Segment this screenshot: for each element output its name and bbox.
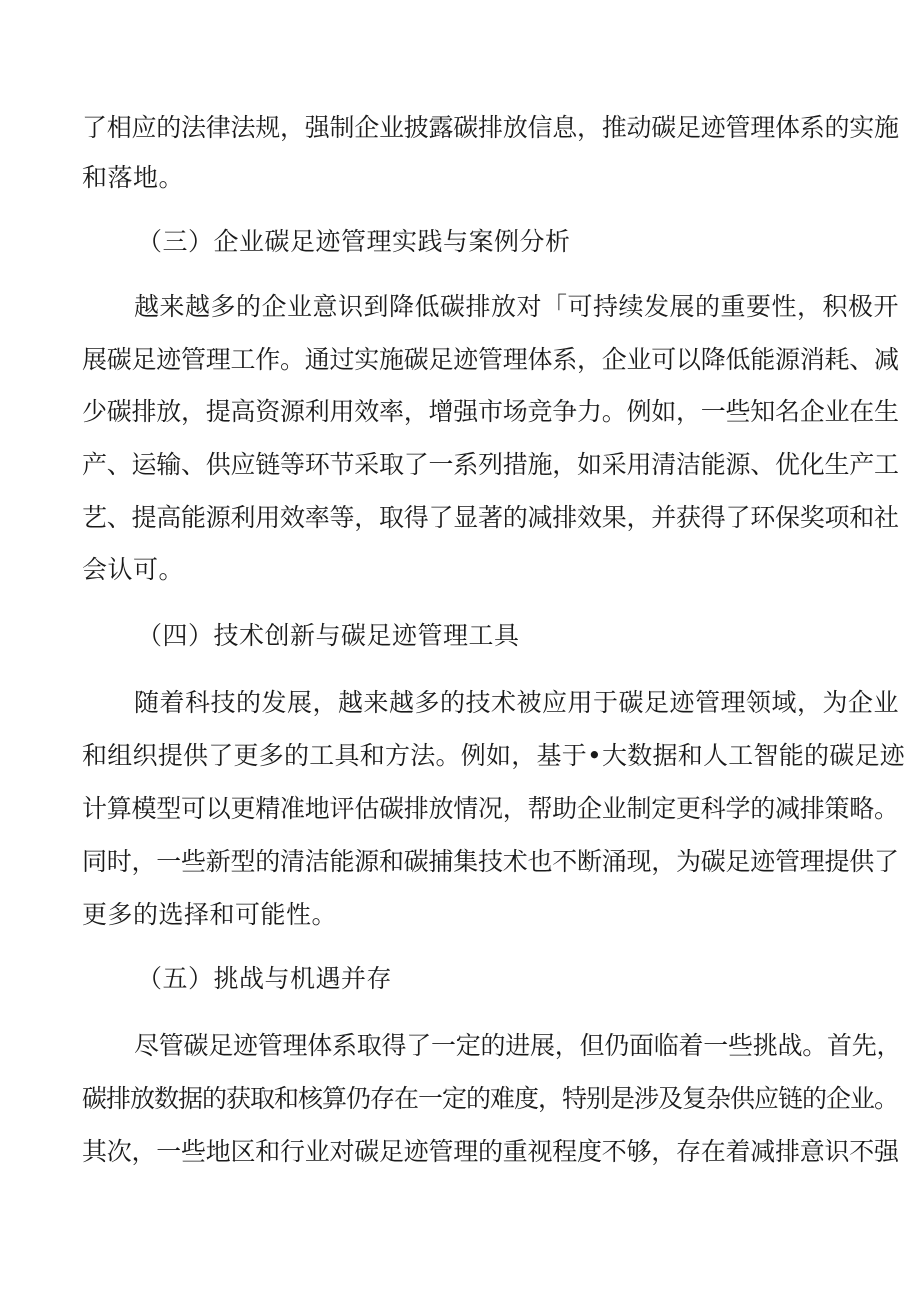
paragraph-line: 产、运输、供应链等环节采取了一系列措施，如采用清洁能源、优化生产工 — [82, 450, 899, 479]
paragraph-line: 碳排放数据的获取和核算仍存在一定的难度，特别是涉及复杂供应链的企业。 — [82, 1084, 899, 1113]
paragraph-line: 和组织提供了更多的工具和方法。例如，基于•大数据和人工智能的碳足迹 — [82, 741, 905, 770]
paragraph-line: 展碳足迹管理工作。通过实施碳足迹管理体系，企业可以降低能源消耗、减 — [82, 345, 899, 374]
paragraph-line: 越来越多的企业意识到降低碳排放对「可持续发展的重要性，积极开 — [134, 292, 900, 321]
section-heading-4: （四）技术创新与碳足迹管理工具 — [137, 621, 520, 650]
paragraph-line: 更多的选择和可能性。 — [82, 900, 338, 929]
paragraph-line: 和落地。 — [82, 163, 185, 192]
paragraph-line: 少碳排放，提高资源利用效率，增强市场竞争力。例如，一些知名企业在生 — [82, 397, 899, 426]
paragraph-line: 艺、提高能源利用效率等，取得了显著的减排效果，并获得了环保奖项和社 — [82, 503, 899, 532]
paragraph-line: 尽管碳足迹管理体系取得了一定的进展，但仍面临着一些挑战。首先， — [134, 1031, 902, 1060]
paragraph-line: 随着科技的发展，越来越多的技术被应用于碳足迹管理领域，为企业 — [134, 688, 900, 717]
paragraph-line: 会认可。 — [82, 555, 185, 584]
paragraph-line: 同时，一些新型的清洁能源和碳捕集技术也不断涌现，为碳足迹管理提供了 — [82, 847, 899, 876]
section-heading-5: （五）挑战与机遇并存 — [137, 964, 393, 993]
paragraph-line: 其次，一些地区和行业对碳足迹管理的重视程度不够，存在着减排意识不强 — [82, 1137, 899, 1166]
paragraph-line: 计算模型可以更精准地评估碳排放情况，帮助企业制定更科学的减排策略。 — [82, 794, 899, 823]
paragraph-line: 了相应的法律法规，强制企业披露碳排放信息，推动碳足迹管理体系的实施 — [82, 113, 899, 142]
section-heading-3: （三）企业碳足迹管理实践与案例分析 — [137, 227, 571, 256]
